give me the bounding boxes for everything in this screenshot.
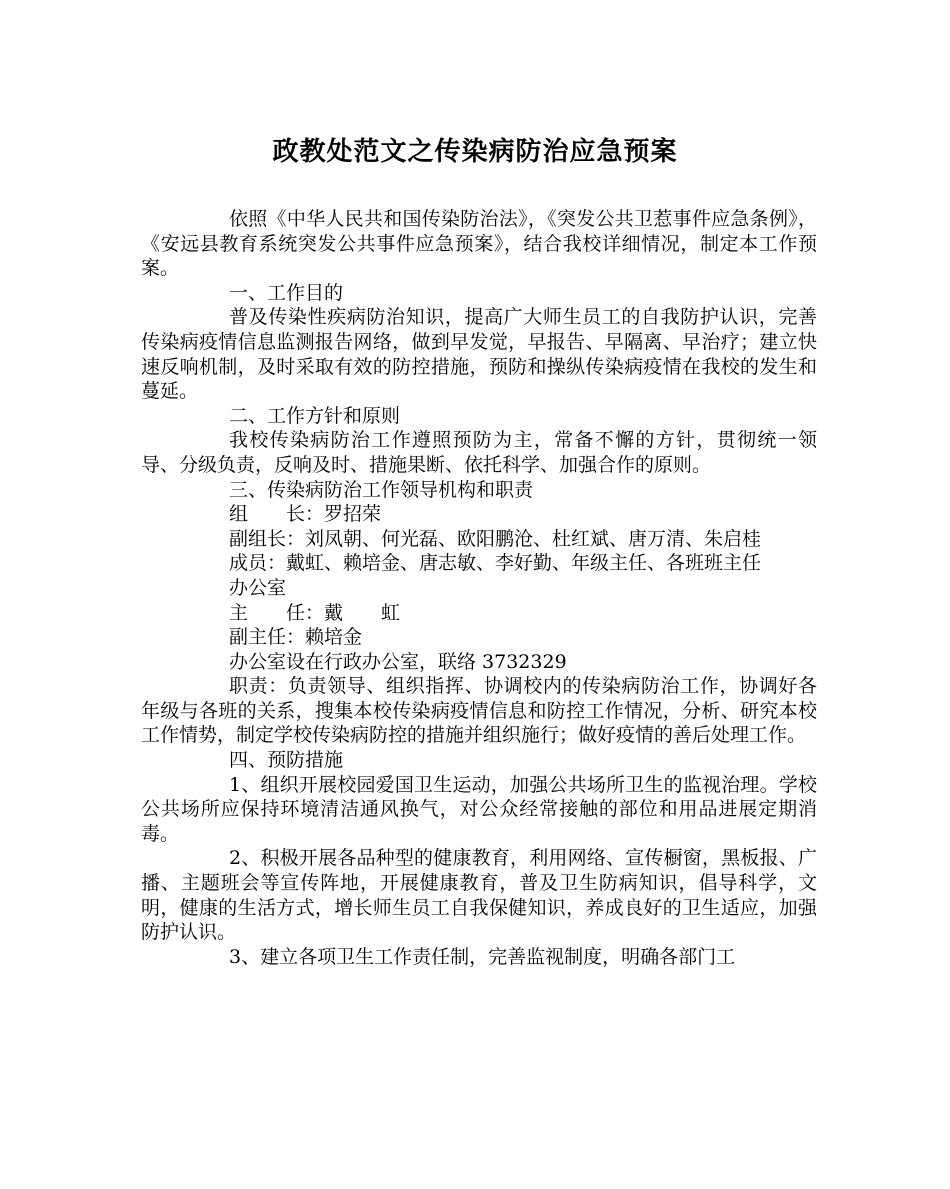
document-body [141, 207, 817, 969]
body-paragraph: 普及传染性疾病防治知识，提高广大师生员工的自我防护认识，完善传染病疫情信息监测报告网络，做到早发觉，早报告、早隔离、早治疗；建立快速反响机制，及时采取有效的防控措施，预防和操纵传染病疫情在我校的发生和蔓延。 [141, 306, 817, 403]
body-paragraph: 成员：戴虹、赖培金、唐志敏、李好勤、年级主任、各班班主任 [229, 552, 762, 575]
body-paragraph: 1、组织开展校园爱国卫生运动，加强公共场所卫生的监视治理。学校公共场所应保持环境清洁通风换气，对公众经常接触的部位和用品进展定期消毒。 [141, 773, 817, 845]
section-line: 三、传染病防治工作领导机构和职责 [229, 478, 534, 501]
body-paragraph: 依照《中华人民共和国传染防治法》，《突发公共卫惹事件应急条例》，《安远县教育系统突发公共事件应急预案》，结合我校详细情况，制定本工作预案。 [141, 208, 817, 280]
body-paragraph: 2、积极开展各品种型的健康教育，利用网络、宣传橱窗，黑板报、广播、主题班会等宣传阵地，开展健康教育，普及卫生防病知识，倡导科学，文明，健康的生活方式，增长师生员工自我保健知识，养成良好的卫生适应，加强防护认识。 [141, 847, 817, 944]
body-paragraph: 副组长：刘凤朝、何光磊、欧阳鹏沧、杜红斌、唐万清、朱启桂 [229, 527, 762, 550]
section-line: 一、工作目的 [229, 281, 344, 304]
section-line: 办公室 [229, 576, 287, 599]
body-paragraph: 3、建立各项卫生工作责任制，完善监视制度，明确各部门工 [229, 945, 736, 968]
body-paragraph: 我校传染病防治工作遵照预防为主，常备不懈的方针，贯彻统一领导、分级负责，反响及时、措施果断、依托科学、加强合作的原则。 [141, 429, 817, 476]
document-title: 政教处范文之传染病防治应急预案 [272, 137, 678, 167]
section-line: 组 长：罗招荣 [229, 503, 382, 526]
section-line: 四、预防措施 [229, 749, 344, 772]
section-line: 二、工作方针和原则 [229, 404, 401, 427]
section-line: 副主任：赖培金 [229, 626, 363, 649]
section-line: 主 任：戴 虹 [229, 601, 401, 624]
body-paragraph: 职责：负责领导、组织指挥、协调校内的传染病防治工作，协调好各年级与各班的关系，搜集本校传染病疫情信息和防控工作情况，分析、研究本校工作情势，制定学校传染病防控的措施并组织施行；做好疫情的善后处理工作。 [141, 675, 817, 747]
section-line: 办公室设在行政办公室，联络 3732329 [229, 650, 567, 673]
